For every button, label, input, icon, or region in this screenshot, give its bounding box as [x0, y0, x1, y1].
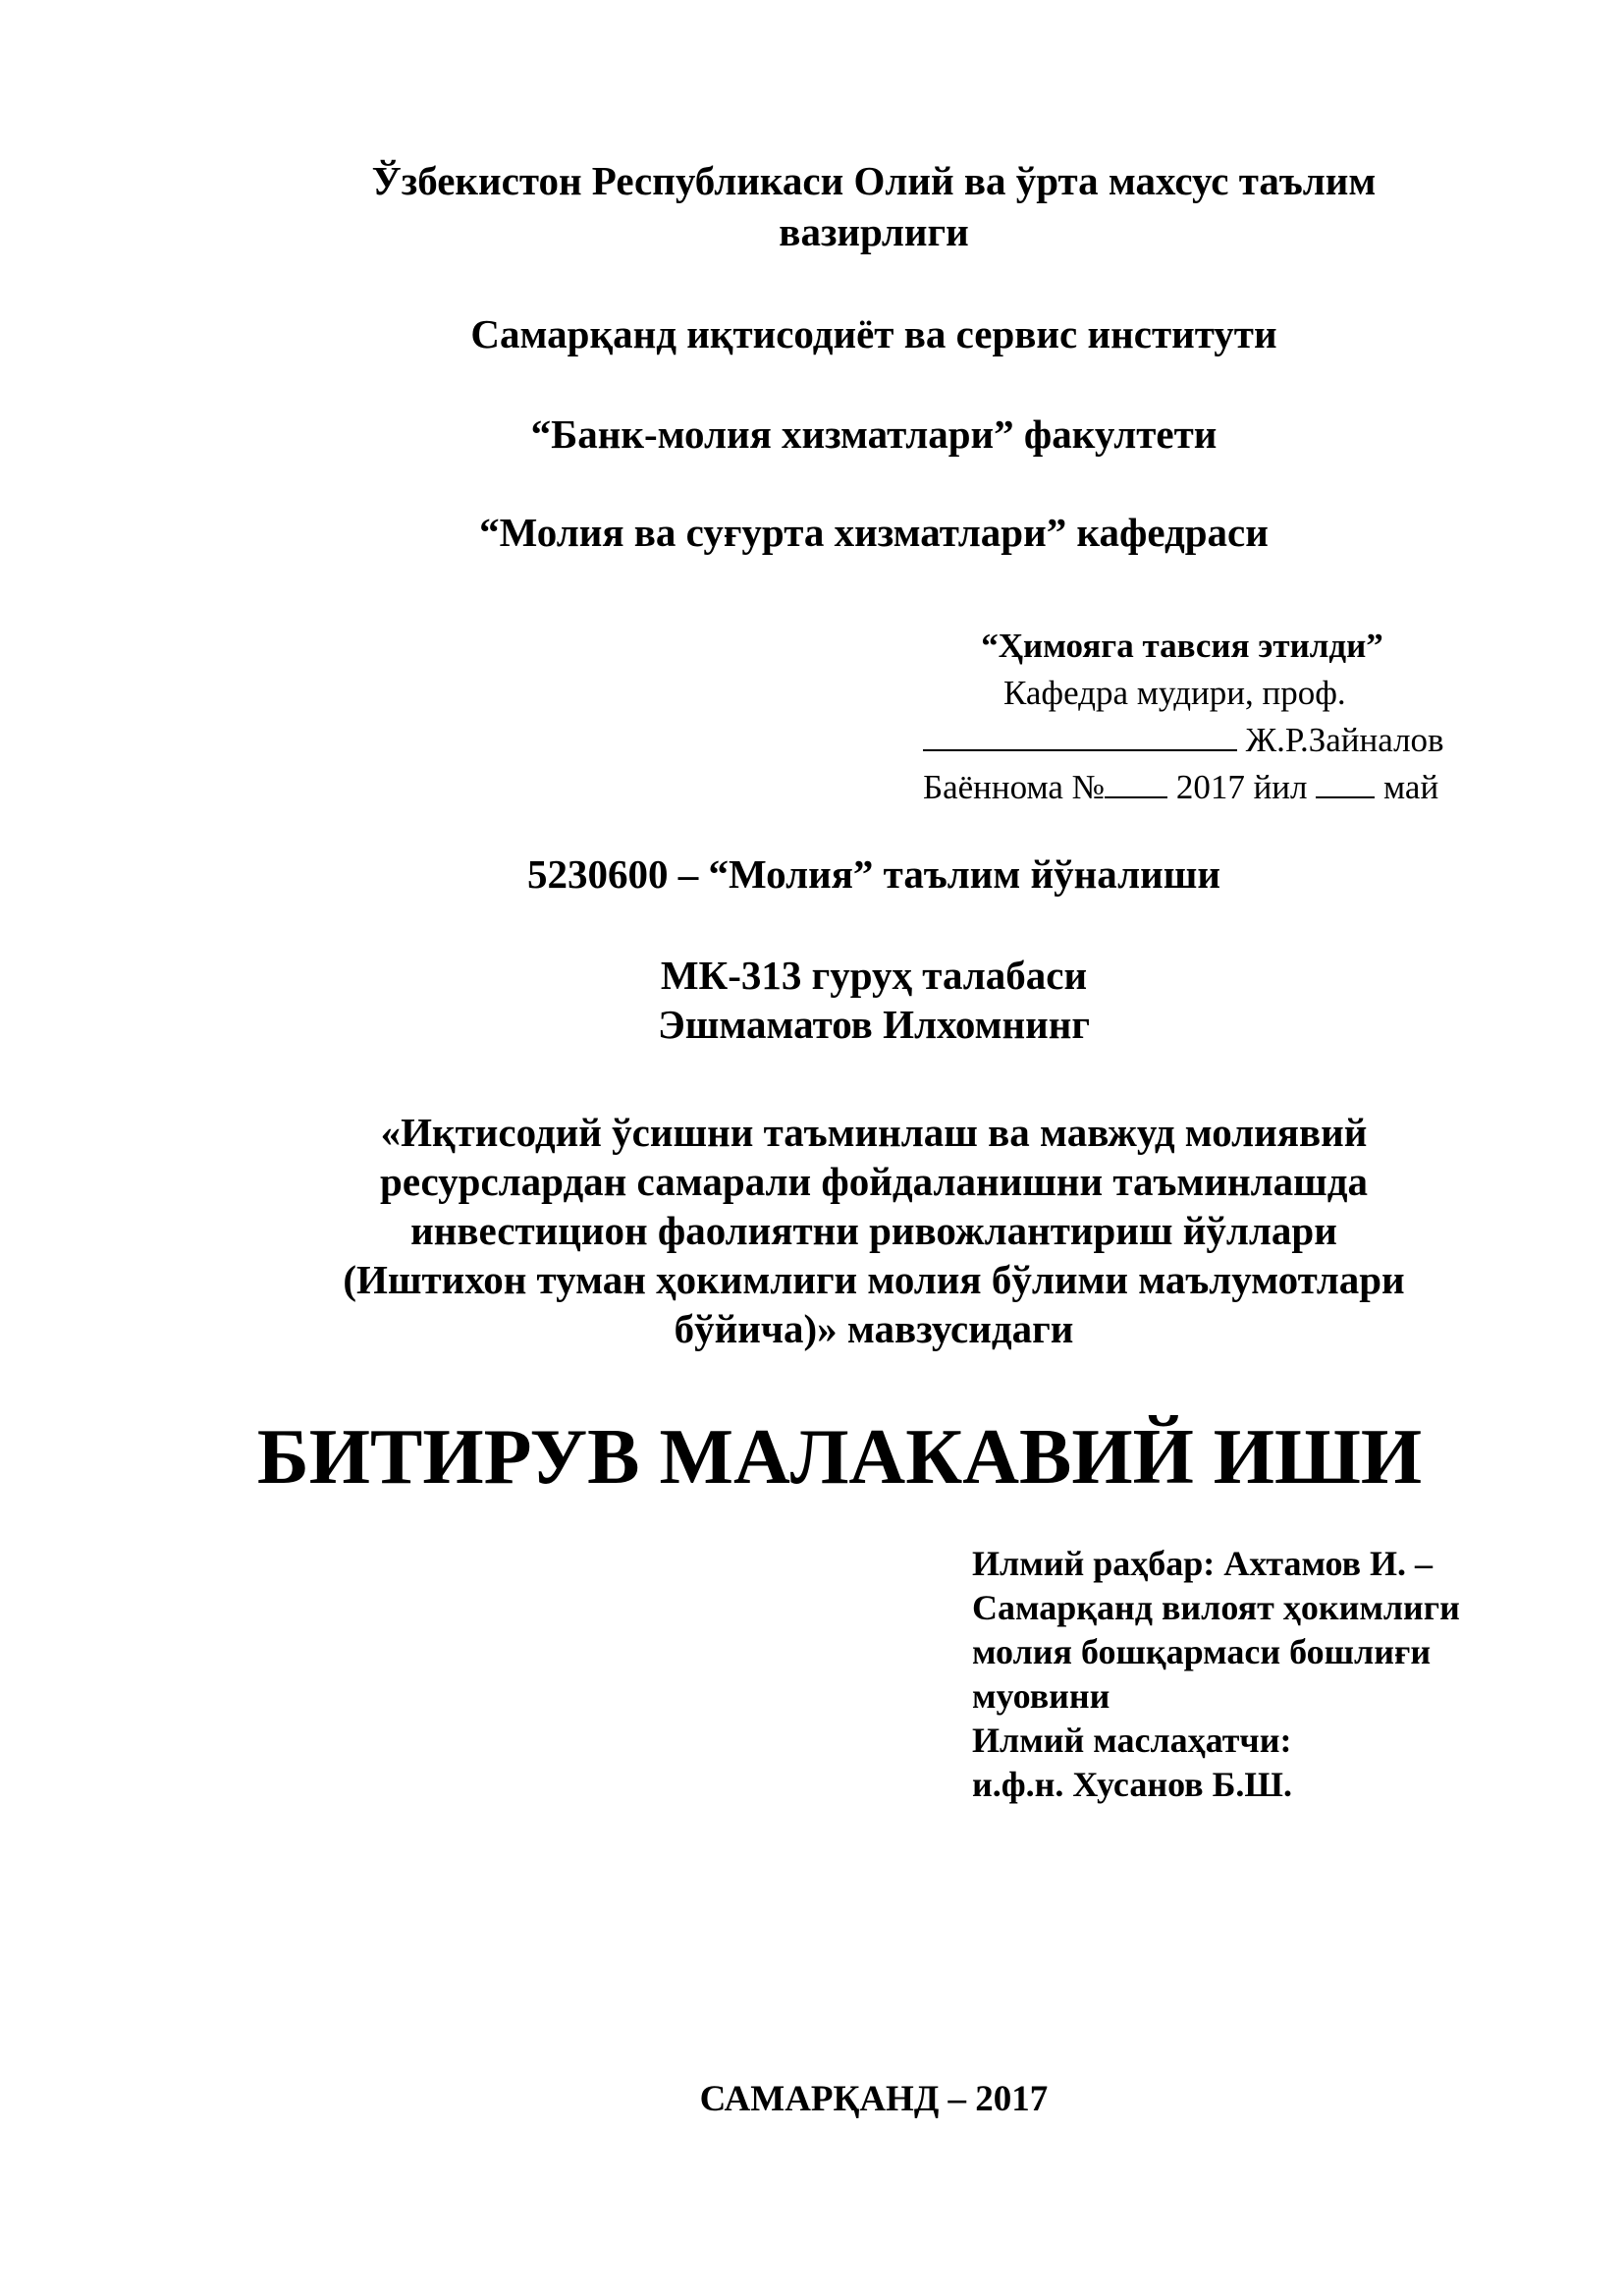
- consultant-name: и.ф.н. Хусанов Б.Ш.: [972, 1765, 1292, 1804]
- thesis-topic: [0, 1108, 1624, 1353]
- signature-line: [923, 717, 1492, 764]
- faculty-name: “Банк-молия хизматлари” факултети: [530, 411, 1218, 457]
- topic-line-3: инвестицион фаолиятни ривожлантириш йўллари: [410, 1208, 1337, 1253]
- supervisor-block: [972, 1542, 1561, 1807]
- student-block: [0, 951, 1624, 1049]
- protocol-day-blank: [1316, 767, 1375, 798]
- department-head: Кафедра мудири, проф.: [1003, 674, 1346, 712]
- topic-line-4: (Иштихон туман ҳокимлиги молия бўлими маълумотлари: [343, 1257, 1405, 1302]
- approval-title: “Ҳимояга тавсия этилди”: [981, 627, 1383, 665]
- supervisor-line-1: Илмий раҳбар: Ахтамов И. –: [972, 1544, 1434, 1583]
- supervisor-line-2: Самарқанд вилоят ҳокимлиги: [972, 1588, 1460, 1627]
- approval-block: [903, 623, 1492, 811]
- topic-line-5: бўйича)» мавзусидаги: [674, 1306, 1074, 1351]
- ministry-line-1: Ўзбекистон Республикаси Олий ва ўрта махсус таълим: [371, 158, 1377, 203]
- institute-name: Самарқанд иқтисодиёт ва сервис институти: [470, 311, 1277, 356]
- protocol-prefix: Баённома №: [923, 768, 1106, 806]
- consultant-label: Илмий маслаҳатчи:: [972, 1721, 1292, 1760]
- city-year: САМАРҚАНД – 2017: [699, 2079, 1049, 2119]
- supervisor-line-4: муовини: [972, 1676, 1110, 1716]
- work-title: БИТИРУВ МАЛАКАВИЙ ИШИ: [256, 1414, 1423, 1501]
- signature-blank: [923, 720, 1237, 751]
- study-direction: 5230600 – “Молия” таълим йўналиши: [527, 851, 1220, 897]
- topic-line-1: «Иқтисодий ўсишни таъминлаш ва мавжуд молиявий: [380, 1110, 1368, 1155]
- ministry-heading: [0, 155, 1624, 257]
- signature-name: Ж.Р.Зайналов: [1245, 721, 1444, 759]
- protocol-line: [923, 764, 1492, 811]
- protocol-year: 2017 йил: [1175, 768, 1308, 806]
- topic-line-2: ресурслардан самарали фойдаланишни таъминлашда: [380, 1159, 1368, 1204]
- ministry-line-2: вазирлиги: [779, 209, 969, 254]
- student-group: МК-313 гуруҳ талабаси: [660, 953, 1088, 998]
- student-name: Эшмаматов Илхомнинг: [657, 1002, 1091, 1047]
- supervisor-line-3: молия бошқармаси бошлиғи: [972, 1632, 1432, 1671]
- protocol-month: май: [1383, 768, 1439, 806]
- department-name: “Молия ва суғурта хизматлари” кафедраси: [479, 510, 1269, 555]
- protocol-number-blank: [1105, 767, 1167, 798]
